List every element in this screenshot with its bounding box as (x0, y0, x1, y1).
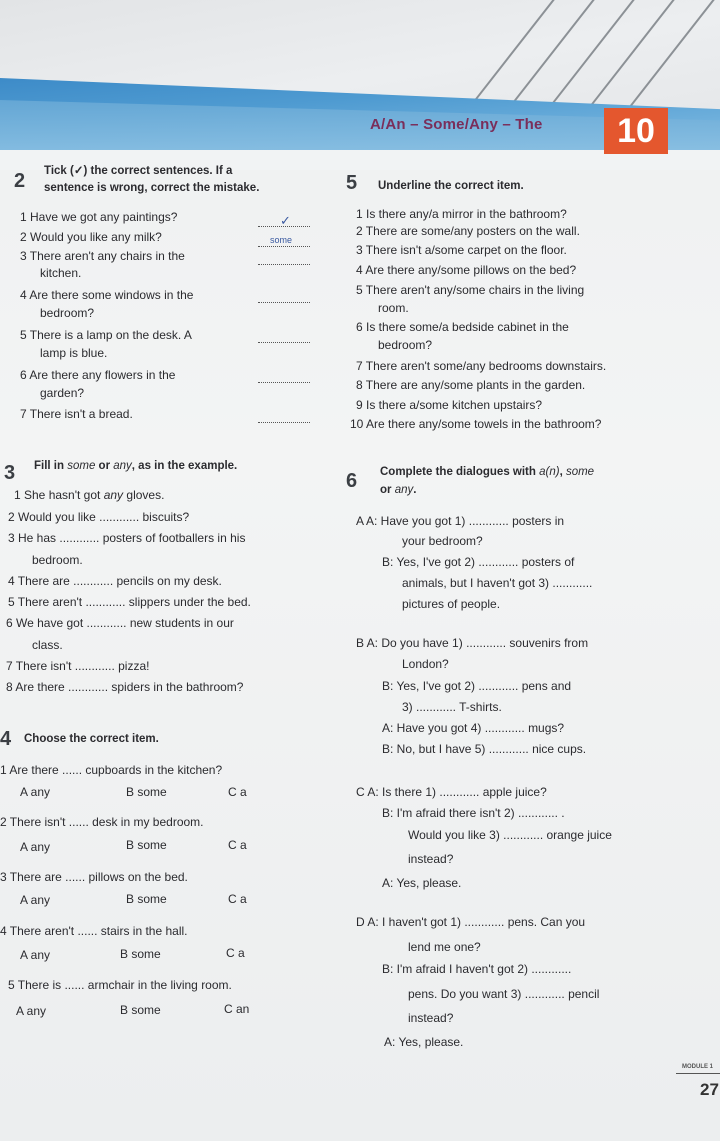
dialogue-c-line-1[interactable]: C A: Is there 1) ............ apple juice? (356, 785, 547, 799)
exercise-3-item-6a[interactable]: 6 We have got ............ new students in our (6, 616, 234, 630)
dialogue-d-line-2: lend me one? (408, 940, 481, 954)
q4-option-a[interactable]: A any (20, 948, 51, 962)
exercise-2-item-4b: bedroom? (40, 306, 95, 320)
answer-line-4[interactable] (258, 302, 310, 303)
exercise-5-item-5b: room. (378, 301, 409, 315)
exercise-3-item-7[interactable]: 7 There isn't ............ pizza! (6, 659, 150, 673)
exercise-2-item-3b: kitchen. (40, 266, 82, 280)
q5-option-c[interactable]: C an (224, 1002, 250, 1016)
exercise-2-item-5b: lamp is blue. (40, 346, 108, 360)
exercise-4-question-2: 2 There isn't ...... desk in my bedroom. (0, 815, 204, 829)
exercise-3-item-1: 1 She hasn't got any gloves. (14, 488, 165, 502)
exercise-2-item-6b: garden? (40, 386, 85, 400)
exercise-5-item-6b: bedroom? (378, 338, 433, 352)
answer-line-5[interactable] (258, 342, 310, 343)
exercise-6-instruction-line2: or any. (380, 484, 417, 496)
q5-option-a[interactable]: A any (16, 1004, 47, 1018)
exercise-3-item-8[interactable]: 8 Are there ............ spiders in the bathroom? (6, 680, 244, 694)
q4-option-b[interactable]: B some (120, 947, 161, 961)
exercise-2-number: 2 (14, 170, 26, 192)
tick-mark: ✓ (280, 213, 291, 228)
exercise-5-item-9[interactable]: 9 Is there a/some kitchen upstairs? (356, 398, 543, 412)
exercise-2-item-7: 7 There isn't a bread. (20, 407, 133, 421)
dialogue-c-line-5: A: Yes, please. (382, 876, 462, 890)
q2-option-b[interactable]: B some (126, 838, 167, 852)
answer-line-6[interactable] (258, 382, 310, 383)
exercise-3-item-3b: bedroom. (32, 553, 83, 567)
dialogue-b-line-4[interactable]: 3) ............ T-shirts. (402, 700, 502, 714)
exercise-2-item-4a: 4 Are there some windows in the (20, 288, 194, 302)
q3-option-a[interactable]: A any (20, 893, 51, 907)
exercise-3-instruction: Fill in some or any, as in the example. (34, 460, 238, 472)
answer-line-3[interactable] (258, 264, 310, 265)
q3-option-b[interactable]: B some (126, 892, 167, 906)
exercise-3-item-6b: class. (32, 638, 63, 652)
dialogue-b-line-6[interactable]: B: No, but I have 5) ............ nice cups. (382, 742, 587, 756)
dialogue-b-line-3[interactable]: B: Yes, I've got 2) ............ pens and (382, 679, 572, 693)
exercise-4-question-1: 1 Are there ...... cupboards in the kitchen? (0, 763, 223, 777)
exercise-3-item-2[interactable]: 2 Would you like ............ biscuits? (8, 510, 190, 524)
exercise-4-question-4: 4 There aren't ...... stairs in the hall. (0, 924, 188, 938)
q1-option-a[interactable]: A any (20, 785, 51, 799)
exercise-5-number: 5 (346, 172, 358, 194)
dialogue-d-line-1[interactable]: D A: I haven't got 1) ............ pens. Can you (356, 915, 586, 929)
dialogue-b-line-1[interactable]: B A: Do you have 1) ............ souvenirs from (356, 636, 589, 650)
dialogue-b-line-2: London? (402, 657, 449, 671)
answer-line-7[interactable] (258, 422, 310, 423)
dialogue-d-line-3[interactable]: B: I'm afraid I haven't got 2) ............ (382, 962, 572, 976)
answer-line-1[interactable] (258, 226, 310, 227)
dialogue-a-line-5: pictures of people. (402, 597, 501, 611)
q1-option-b[interactable]: B some (126, 785, 167, 799)
exercise-4-question-5: 5 There is ...... armchair in the living room. (8, 978, 232, 992)
dialogue-a-line-4[interactable]: animals, but I haven't got 3) ............ (402, 576, 593, 590)
exercise-2-instruction-line1: Tick (✓) the correct sentences. If a (44, 165, 233, 177)
q5-option-b[interactable]: B some (120, 1003, 161, 1017)
dialogue-c-line-2[interactable]: B: I'm afraid there isn't 2) ............ . (382, 806, 565, 820)
handwritten-answer: some (270, 235, 293, 245)
answer-line-2[interactable] (258, 246, 310, 247)
exercise-2-item-1: 1 Have we got any paintings? (20, 210, 178, 224)
exercise-5-item-6a[interactable]: 6 Is there some/a bedside cabinet in the (356, 320, 569, 334)
exercise-5-item-1[interactable]: 1 Is there any/a mirror in the bathroom? (356, 207, 567, 221)
exercise-4-number: 4 (0, 728, 12, 750)
exercise-2-item-3a: 3 There aren't any chairs in the (20, 249, 185, 263)
unit-title: A/An – Some/Any – The (370, 116, 543, 133)
exercise-5-item-7[interactable]: 7 There aren't some/any bedrooms downstairs. (356, 359, 607, 373)
dialogue-d-line-5: instead? (408, 1011, 454, 1025)
exercise-2-instruction-line2: sentence is wrong, correct the mistake. (44, 182, 260, 194)
exercise-5-instruction: Underline the correct item. (378, 180, 524, 192)
dialogue-a-line-3[interactable]: B: Yes, I've got 2) ............ posters of (382, 555, 575, 569)
exercise-5-item-8[interactable]: 8 There are any/some plants in the garden. (356, 378, 586, 392)
exercise-2-item-5a: 5 There is a lamp on the desk. A (20, 328, 192, 342)
exercise-3-item-3a[interactable]: 3 He has ............ posters of footballers in his (8, 531, 246, 545)
exercise-5-item-5a[interactable]: 5 There aren't any/some chairs in the living (356, 283, 585, 297)
exercise-3-number: 3 (4, 462, 16, 484)
q2-option-c[interactable]: C a (228, 838, 247, 852)
dialogue-d-line-4[interactable]: pens. Do you want 3) ............ pencil (408, 987, 600, 1001)
exercise-2-item-2: 2 Would you like any milk? (20, 230, 162, 244)
dialogue-a-line-2: your bedroom? (402, 534, 483, 548)
exercise-3-item-4[interactable]: 4 There are ............ pencils on my desk. (8, 574, 222, 588)
dialogue-b-line-5[interactable]: A: Have you got 4) ............ mugs? (382, 721, 565, 735)
exercise-3-item-5[interactable]: 5 There aren't ............ slippers under the bed. (8, 595, 251, 609)
exercise-6-instruction-line1: Complete the dialogues with a(n), some (380, 466, 595, 478)
q4-option-c[interactable]: C a (226, 946, 245, 960)
exercise-2-item-6a: 6 Are there any flowers in the (20, 368, 176, 382)
q1-option-c[interactable]: C a (228, 785, 247, 799)
exercise-5-item-4[interactable]: 4 Are there any/some pillows on the bed? (356, 263, 577, 277)
exercise-5-item-2[interactable]: 2 There are some/any posters on the wall. (356, 224, 580, 238)
exercise-5-item-10[interactable]: 10 Are there any/some towels in the bathroom? (350, 417, 602, 431)
dialogue-c-line-3[interactable]: Would you like 3) ............ orange juice (408, 828, 612, 842)
exercise-4-question-3: 3 There are ...... pillows on the bed. (0, 870, 188, 884)
dialogue-c-line-4: instead? (408, 852, 454, 866)
unit-number-badge: 10 (604, 108, 668, 154)
module-label: MODULE 1 (682, 1064, 714, 1070)
q2-option-a[interactable]: A any (20, 840, 51, 854)
exercise-4-instruction: Choose the correct item. (24, 733, 159, 745)
q3-option-c[interactable]: C a (228, 892, 247, 906)
dialogue-d-line-6: A: Yes, please. (384, 1035, 464, 1049)
exercise-6-number: 6 (346, 470, 358, 492)
exercise-5-item-3[interactable]: 3 There isn't a/some carpet on the floor. (356, 243, 567, 257)
page-number: 27 (700, 1080, 719, 1099)
dialogue-a-line-1[interactable]: A A: Have you got 1) ............ posters in (356, 514, 565, 528)
